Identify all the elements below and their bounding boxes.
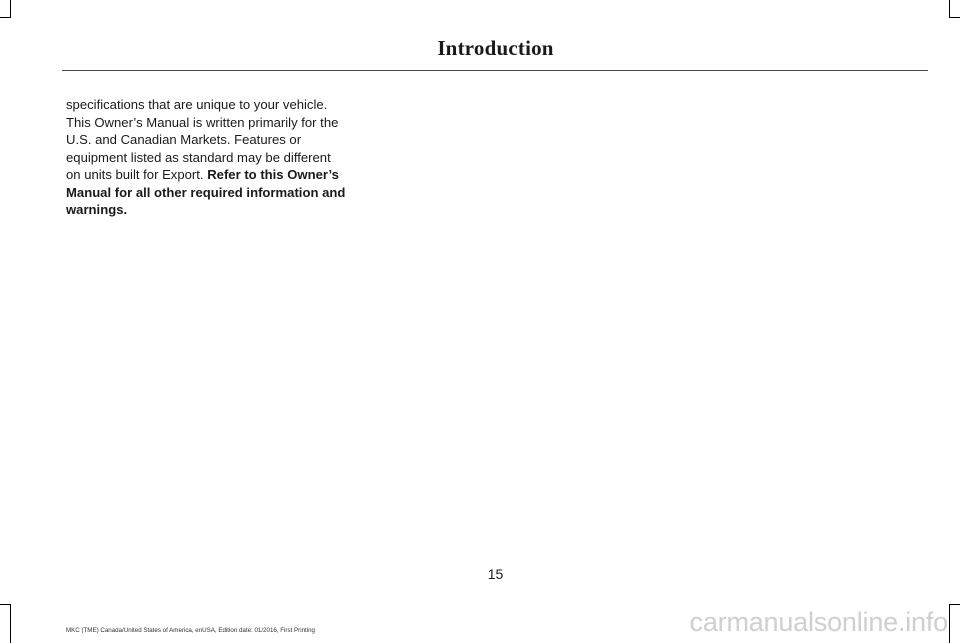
body-paragraph [66, 96, 348, 219]
watermark: carmanualsonline.info [689, 607, 948, 637]
crop-mark-bottom-right [949, 604, 960, 605]
page-number: 15 [487, 566, 504, 582]
crop-mark-top-left [10, 0, 11, 18]
crop-mark-bottom-left [0, 604, 11, 605]
crop-mark-bottom-left [10, 604, 11, 643]
crop-mark-top-right [949, 0, 950, 18]
header-divider [62, 70, 928, 71]
crop-mark-top-left [0, 17, 11, 18]
crop-mark-bottom-right [949, 604, 950, 643]
edition-info: MKC (TME) Canada/United States of America, enUSA, Edition date: 01/2016, First Printing [66, 627, 315, 634]
crop-mark-top-right [949, 17, 960, 18]
paragraph-regular-text: specifications that are unique to your vehicle. This Owner’s Manual is written primarily for the U.S. and Canadian Markets. Features or equipment listed as standard may be different on units built for Export. [66, 97, 339, 182]
section-title: Introduction [437, 36, 554, 60]
paragraph-bold-text: Refer to this Owner’s Manual for all other required information and warnings. [66, 167, 346, 217]
